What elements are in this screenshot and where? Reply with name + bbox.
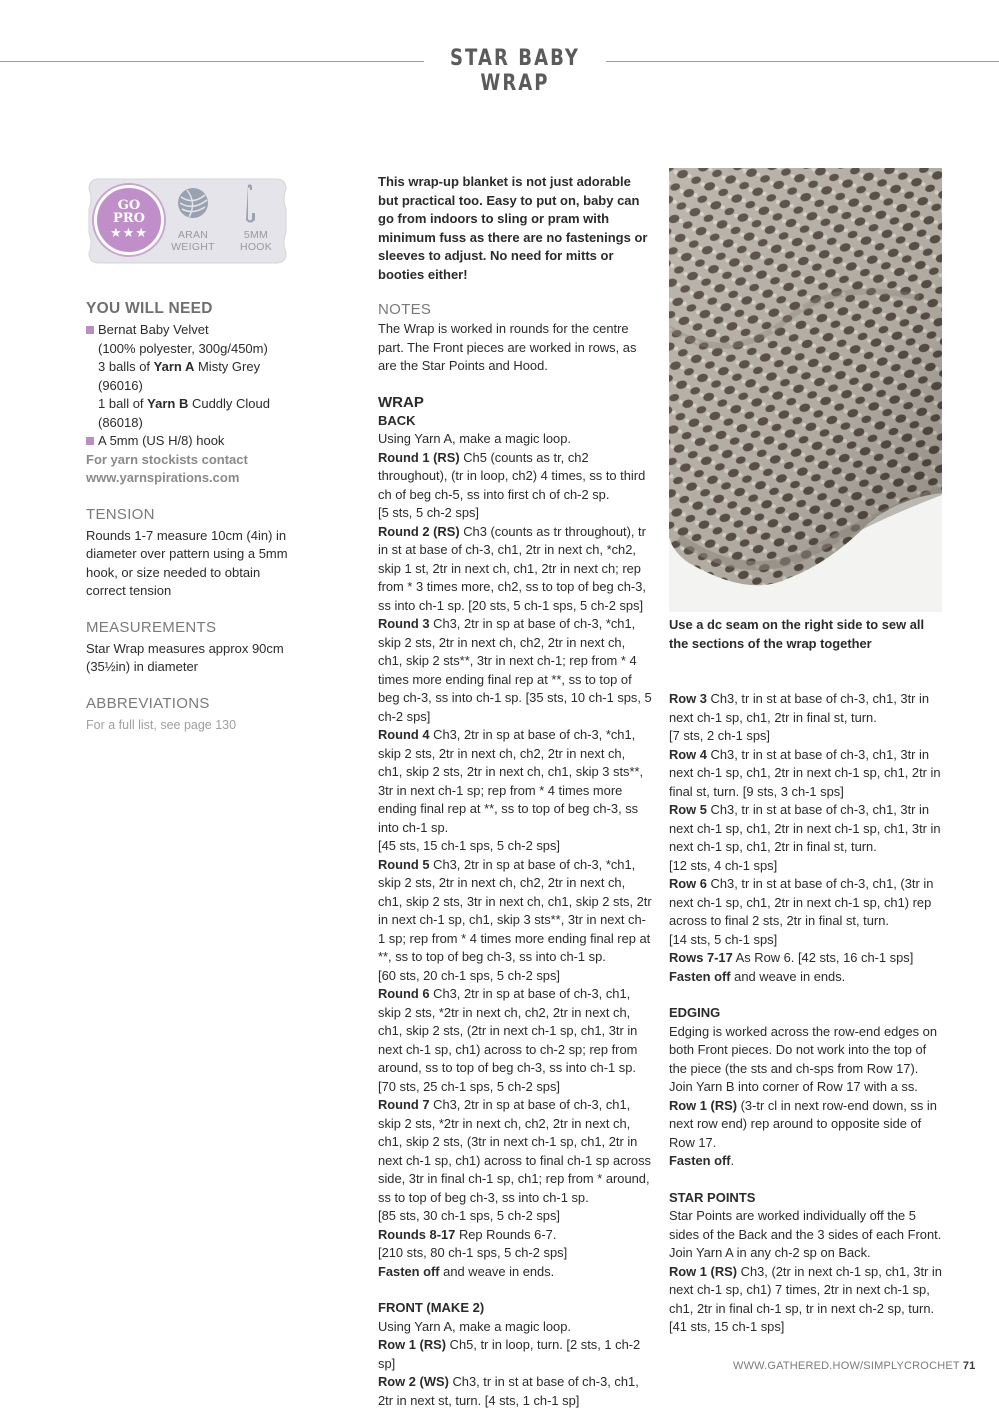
front-row-3-label: Row 3: [669, 691, 707, 706]
round-3-text: Ch3, 2tr in sp at base of ch-3, *ch1, skip 2 sts, 2tr in next ch, ch2, 2tr in next ch, ch1, skip 2 sts**, 3tr in next ch-1; rep from * 4 times more ending final rep at **, ss to top of beg ch-3, ss into ch-1 sp. [35 sts, 10 ch-1 sps, 5 ch-2 sps]: [378, 616, 652, 724]
back-fasten-text: and weave in ends.: [439, 1263, 555, 1279]
round-5: [378, 856, 653, 967]
front-row-1-text: Ch5, tr in loop, turn. [2 sts, 1 ch-2 sp]: [378, 1337, 641, 1371]
star-points-row-1: [669, 1263, 944, 1319]
yarn-b-line: [86, 395, 301, 414]
spacer: [669, 1171, 944, 1189]
round-1-text: Ch5 (counts as tr, ch2 throughout), (tr in loop, ch2) 4 times, ss to third ch of beg ch-5, ss into first ch of ch-2 sp.: [378, 449, 646, 502]
yarn-item: Bernat Baby Velvet: [86, 321, 301, 340]
round-7-text: Ch3, 2tr in sp at base of ch-3, ch1, skip 2 sts, *2tr in next ch, ch2, 2tr in next ch, ch1, skip 2 sts, (3tr in next ch-1 sp, ch1, 2tr in next ch-1 sp, ch1) across to final ch-1 sp across side, 3tr in final ch-1 sp, ch1; rep from * around, ss to top of beg ch-3, ss into ch-1 sp.: [378, 1097, 651, 1205]
hook-size-caption: [230, 229, 282, 253]
badge-level-line2: PRO: [113, 211, 145, 226]
spacer: [669, 986, 944, 1004]
round-1-count: [5 sts, 5 ch-2 sps]: [378, 505, 480, 520]
yarn-a-pre: 3 balls of: [98, 359, 154, 374]
yarn-ball-icon: [177, 187, 209, 219]
yarn-b-pre: 1 ball of: [98, 396, 148, 411]
back-heading: BACK: [378, 412, 416, 428]
edging-row-1-label: Row 1 (RS): [669, 1097, 738, 1113]
measurements-text: Star Wrap measures approx 90cm (35½in) in diameter: [86, 640, 284, 674]
edging-text: Edging is worked across the row-end edges on both Front pieces. Do not work into the top of the piece (the sts and ch-sps from Row 17). Join Yarn B into corner of Row 17 with a ss.: [669, 1023, 937, 1094]
go-pro-level-badge: [94, 185, 164, 255]
stockists-link[interactable]: www.yarnspirations.com: [86, 470, 240, 485]
round-1: [378, 449, 653, 505]
rounds-8-17: [378, 1226, 653, 1245]
round-2: [378, 523, 653, 616]
front-row-2-label: Row 2 (WS): [378, 1374, 449, 1389]
abbreviations-text: For a full list, see page 130: [86, 717, 237, 732]
front-row-5-label: Row 5: [669, 802, 707, 817]
left-column: [86, 300, 301, 734]
rounds-8-17-text: Rep Rounds 6-7.: [455, 1226, 557, 1242]
crochet-blanket-image: [669, 168, 942, 612]
front-heading: FRONT (MAKE 2): [378, 1300, 485, 1315]
front-intro: Using Yarn A, make a magic loop.: [378, 1318, 571, 1334]
star-points-heading: STAR POINTS: [669, 1189, 756, 1205]
tension-text: Rounds 1-7 measure 10cm (4in) in diameter over pattern using a 5mm hook, or size needed to obtain correct tension: [86, 527, 288, 598]
header-rule-left: [0, 61, 424, 62]
yarn-b-code: (86018): [98, 414, 143, 430]
round-4-count: [45 sts, 15 ch-1 sps, 5 ch-2 sps]: [378, 838, 560, 853]
yarn-b-post: Cuddly Cloud: [188, 396, 270, 411]
round-7-label: Round 7: [378, 1097, 430, 1112]
front-fasten-label: Fasten off: [669, 968, 731, 984]
front-fasten-text: and weave in ends.: [730, 968, 846, 984]
measurements-heading: MEASUREMENTS: [86, 618, 217, 636]
blanket-photo: [669, 168, 942, 612]
tension-heading: TENSION: [86, 505, 155, 523]
skill-badge-panel: [85, 175, 290, 267]
front-row-2: [378, 1373, 653, 1410]
edging-heading: EDGING: [669, 1005, 721, 1020]
front-row-5-text: Ch3, tr in st at base of ch-3, ch1, 3tr in next ch-1 sp, ch1, 2tr in next ch-1 sp, ch1, 3tr in next ch-1 sp, ch1, 2tr in final st, turn.: [669, 802, 941, 854]
edging-fasten-label: Fasten off: [669, 1153, 731, 1168]
page-title: STAR BABY WRAP: [449, 46, 581, 96]
round-5-text: Ch3, 2tr in sp at base of ch-3, *ch1, skip 2 sts, 2tr in next ch, ch2, 2tr in next ch, ch1, skip 2 sts, 3tr in next ch, ch1, skip 2 sts, 2tr in next ch-1 sp, ch1, skip 3 sts**, 3tr in next ch-1 sp; rep from * 4 times more ending final rep at **, ss to top of beg ch-3, ss into ch-1 sp.: [378, 856, 652, 964]
hook-caption-line2: HOOK: [239, 241, 273, 253]
round-4-text: Ch3, 2tr in sp at base of ch-3, *ch1, skip 2 sts, 2tr in next ch, ch2, 2tr in next ch, ch1, skip 2 sts, 2tr in next ch, ch1, skip 3 sts**, 3tr in next ch-1 sp; rep from * 4 times more ending final rep at **, ss to top of beg ch-3, ss into ch-1 sp.: [378, 727, 644, 835]
front-row-4-text: Ch3, tr in st at base of ch-3, ch1, 3tr in next ch-1 sp, ch1, 2tr in next ch-1 sp, ch1, 2tr in final st, turn. [9 sts, 3 ch-1 sps]: [669, 746, 941, 799]
yarn-a-code: (96016): [98, 377, 143, 393]
front-rows-7-17-label: Rows 7-17: [669, 950, 733, 965]
rounds-8-17-count: [210 sts, 80 ch-1 sps, 5 ch-2 sps]: [378, 1245, 568, 1260]
yarn-weight-caption: [167, 229, 219, 253]
yarn-a-line: [86, 358, 301, 377]
star-points-text: Star Points are worked individually off the 5 sides of the Back and the 3 sides of each Front. Join Yarn A in any ch-2 sp on Back.: [669, 1208, 942, 1260]
round-3-label: Round 3: [378, 616, 430, 631]
round-5-label: Round 5: [378, 856, 430, 872]
star-points-row-1-label: Row 1 (RS): [669, 1263, 738, 1279]
yarn-description: (100% polyester, 300g/450m): [98, 340, 268, 356]
notes-text: The Wrap is worked in rounds for the centre part. The Front pieces are worked in rows, as are the Star Points and Hood.: [378, 321, 637, 373]
edging-fasten-off: [669, 1152, 944, 1171]
middle-column: [378, 173, 653, 1410]
header-rule-right: [606, 61, 999, 62]
notes-heading: NOTES: [378, 301, 432, 318]
round-1-label: Round 1 (RS): [378, 449, 460, 465]
round-5-count: [60 sts, 20 ch-1 sps, 5 ch-2 sps]: [378, 967, 560, 983]
wrap-heading: WRAP: [378, 393, 424, 411]
front-row-3-text: Ch3, tr in st at base of ch-3, ch1, 3tr in next ch-1 sp, ch1, 2tr in final st, turn.: [669, 691, 930, 725]
round-2-label: Round 2 (RS): [378, 523, 460, 539]
star-points-row-1-count: [41 sts, 15 ch-1 sps]: [669, 1319, 785, 1334]
intro-text: This wrap-up blanket is not just adorable but practical too. Easy to put on, baby can go from indoors to sling or pram with minimum fuss as there are no fastenings or sleeves to adjust. No need for mitts or booties either!: [378, 174, 648, 282]
front-row-3-count: [7 sts, 2 ch-1 sps]: [669, 728, 771, 743]
edging-row-1: [669, 1097, 944, 1153]
round-6-text: Ch3, 2tr in sp at base of ch-3, ch1, skip 2 sts, *2tr in next ch, ch2, 2tr in next ch, ch1, skip 2 sts, (2tr in next ch-1 sp, ch1, 3tr in next ch-1 sp, ch1) across to ch-2 sp; rep from around, ss to top of beg ch-3, ss into ch-1 sp.: [378, 986, 638, 1075]
front-fasten-off: [669, 968, 944, 987]
round-4: [378, 726, 653, 837]
back-intro: Using Yarn A, make a magic loop.: [378, 431, 571, 446]
round-4-label: Round 4: [378, 727, 430, 742]
front-row-5: [669, 801, 944, 857]
badge-stars: ★★★: [110, 225, 148, 240]
edging-row-1-text: (3-tr cl in next row-end down, ss in next row end) rep around to opposite side of Row 17.: [669, 1097, 937, 1150]
front-row-1: [378, 1336, 653, 1373]
footer-url[interactable]: WWW.GATHERED.HOW/SIMPLYCROCHET: [733, 1360, 960, 1372]
front-row-6-count: [14 sts, 5 ch-1 sps]: [669, 931, 778, 947]
rounds-8-17-label: Rounds 8-17: [378, 1226, 456, 1242]
front-row-4: [669, 746, 944, 802]
right-column: [669, 690, 944, 1337]
front-row-6-label: Row 6: [669, 876, 707, 891]
abbreviations-heading: ABBREVIATIONS: [86, 694, 210, 712]
back-fasten-label: Fasten off: [378, 1263, 440, 1279]
star-points-row-1-text: Ch3, (2tr in next ch-1 sp, ch1, 3tr in next ch-1 sp, ch1) 7 times, 2tr in next ch-1 sp, ch1, 2tr in final ch-1 sp, tr in next ch-2 sp, turn.: [669, 1263, 942, 1316]
you-will-need-heading: YOU WILL NEED: [86, 300, 213, 317]
photo-caption: Use a dc seam on the right side to sew all the sections of the wrap together: [669, 617, 925, 651]
crochet-hook-icon: [243, 183, 257, 223]
front-row-2-text: Ch3, tr in st at base of ch-3, ch1, 2tr in next st, turn. [4 sts, 1 ch-1 sp]: [378, 1374, 639, 1408]
front-rows-7-17-text: As Row 6. [42 sts, 16 ch-1 sps]: [732, 950, 914, 965]
round-6-label: Round 6: [378, 986, 430, 1001]
front-row-5-count: [12 sts, 4 ch-1 sps]: [669, 857, 778, 873]
page-number: 71: [962, 1360, 976, 1372]
round-6-count: [70 sts, 25 ch-1 sps, 5 ch-2 sps]: [378, 1078, 560, 1094]
page-footer: [733, 1360, 975, 1372]
round-7: [378, 1096, 653, 1207]
round-7-count: [85 sts, 30 ch-1 sps, 5 ch-2 sps]: [378, 1208, 560, 1223]
hook-caption-line1: 5MM: [243, 229, 269, 241]
hook-item: A 5mm (US H/8) hook: [86, 432, 301, 451]
spacer: [378, 1281, 653, 1299]
yarn-b-name: Yarn B: [147, 396, 189, 411]
front-row-4-label: Row 4: [669, 746, 707, 762]
round-3: [378, 615, 653, 726]
yarn-a-post: Misty Grey: [194, 359, 261, 374]
front-row-1-label: Row 1 (RS): [378, 1337, 447, 1352]
front-row-3: [669, 690, 944, 727]
yarn-caption-line2: WEIGHT: [171, 241, 215, 253]
round-6: [378, 985, 653, 1078]
round-2-text: Ch3 (counts as tr throughout), tr in st at base of ch-3, ch1, 2tr in next ch, *ch2, skip 1 st, 2tr in next ch, ch1, 2tr in next ch; rep from * 3 times more, ch2, ss to top of beg ch-3, ss into ch-1 sp. [20 sts, 5 ch-1 sps, 5 ch-2 sps]: [378, 523, 646, 613]
badge-level-line1: GO: [117, 198, 141, 213]
back-fasten-off: [378, 1263, 653, 1282]
yarn-caption-line1: ARAN: [177, 229, 209, 241]
edging-fasten-text: .: [730, 1153, 735, 1168]
front-row-6-text: Ch3, tr in st at base of ch-3, ch1, (3tr in next ch-1 sp, ch1, 2tr in next ch-1 sp, ch1) rep across to final 2 sts, 2tr in final st, turn.: [669, 876, 934, 928]
front-rows-7-17: [669, 949, 944, 968]
front-row-6: [669, 875, 944, 931]
stockists-line1: For yarn stockists contact: [86, 451, 248, 467]
yarn-a-name: Yarn A: [153, 359, 195, 374]
